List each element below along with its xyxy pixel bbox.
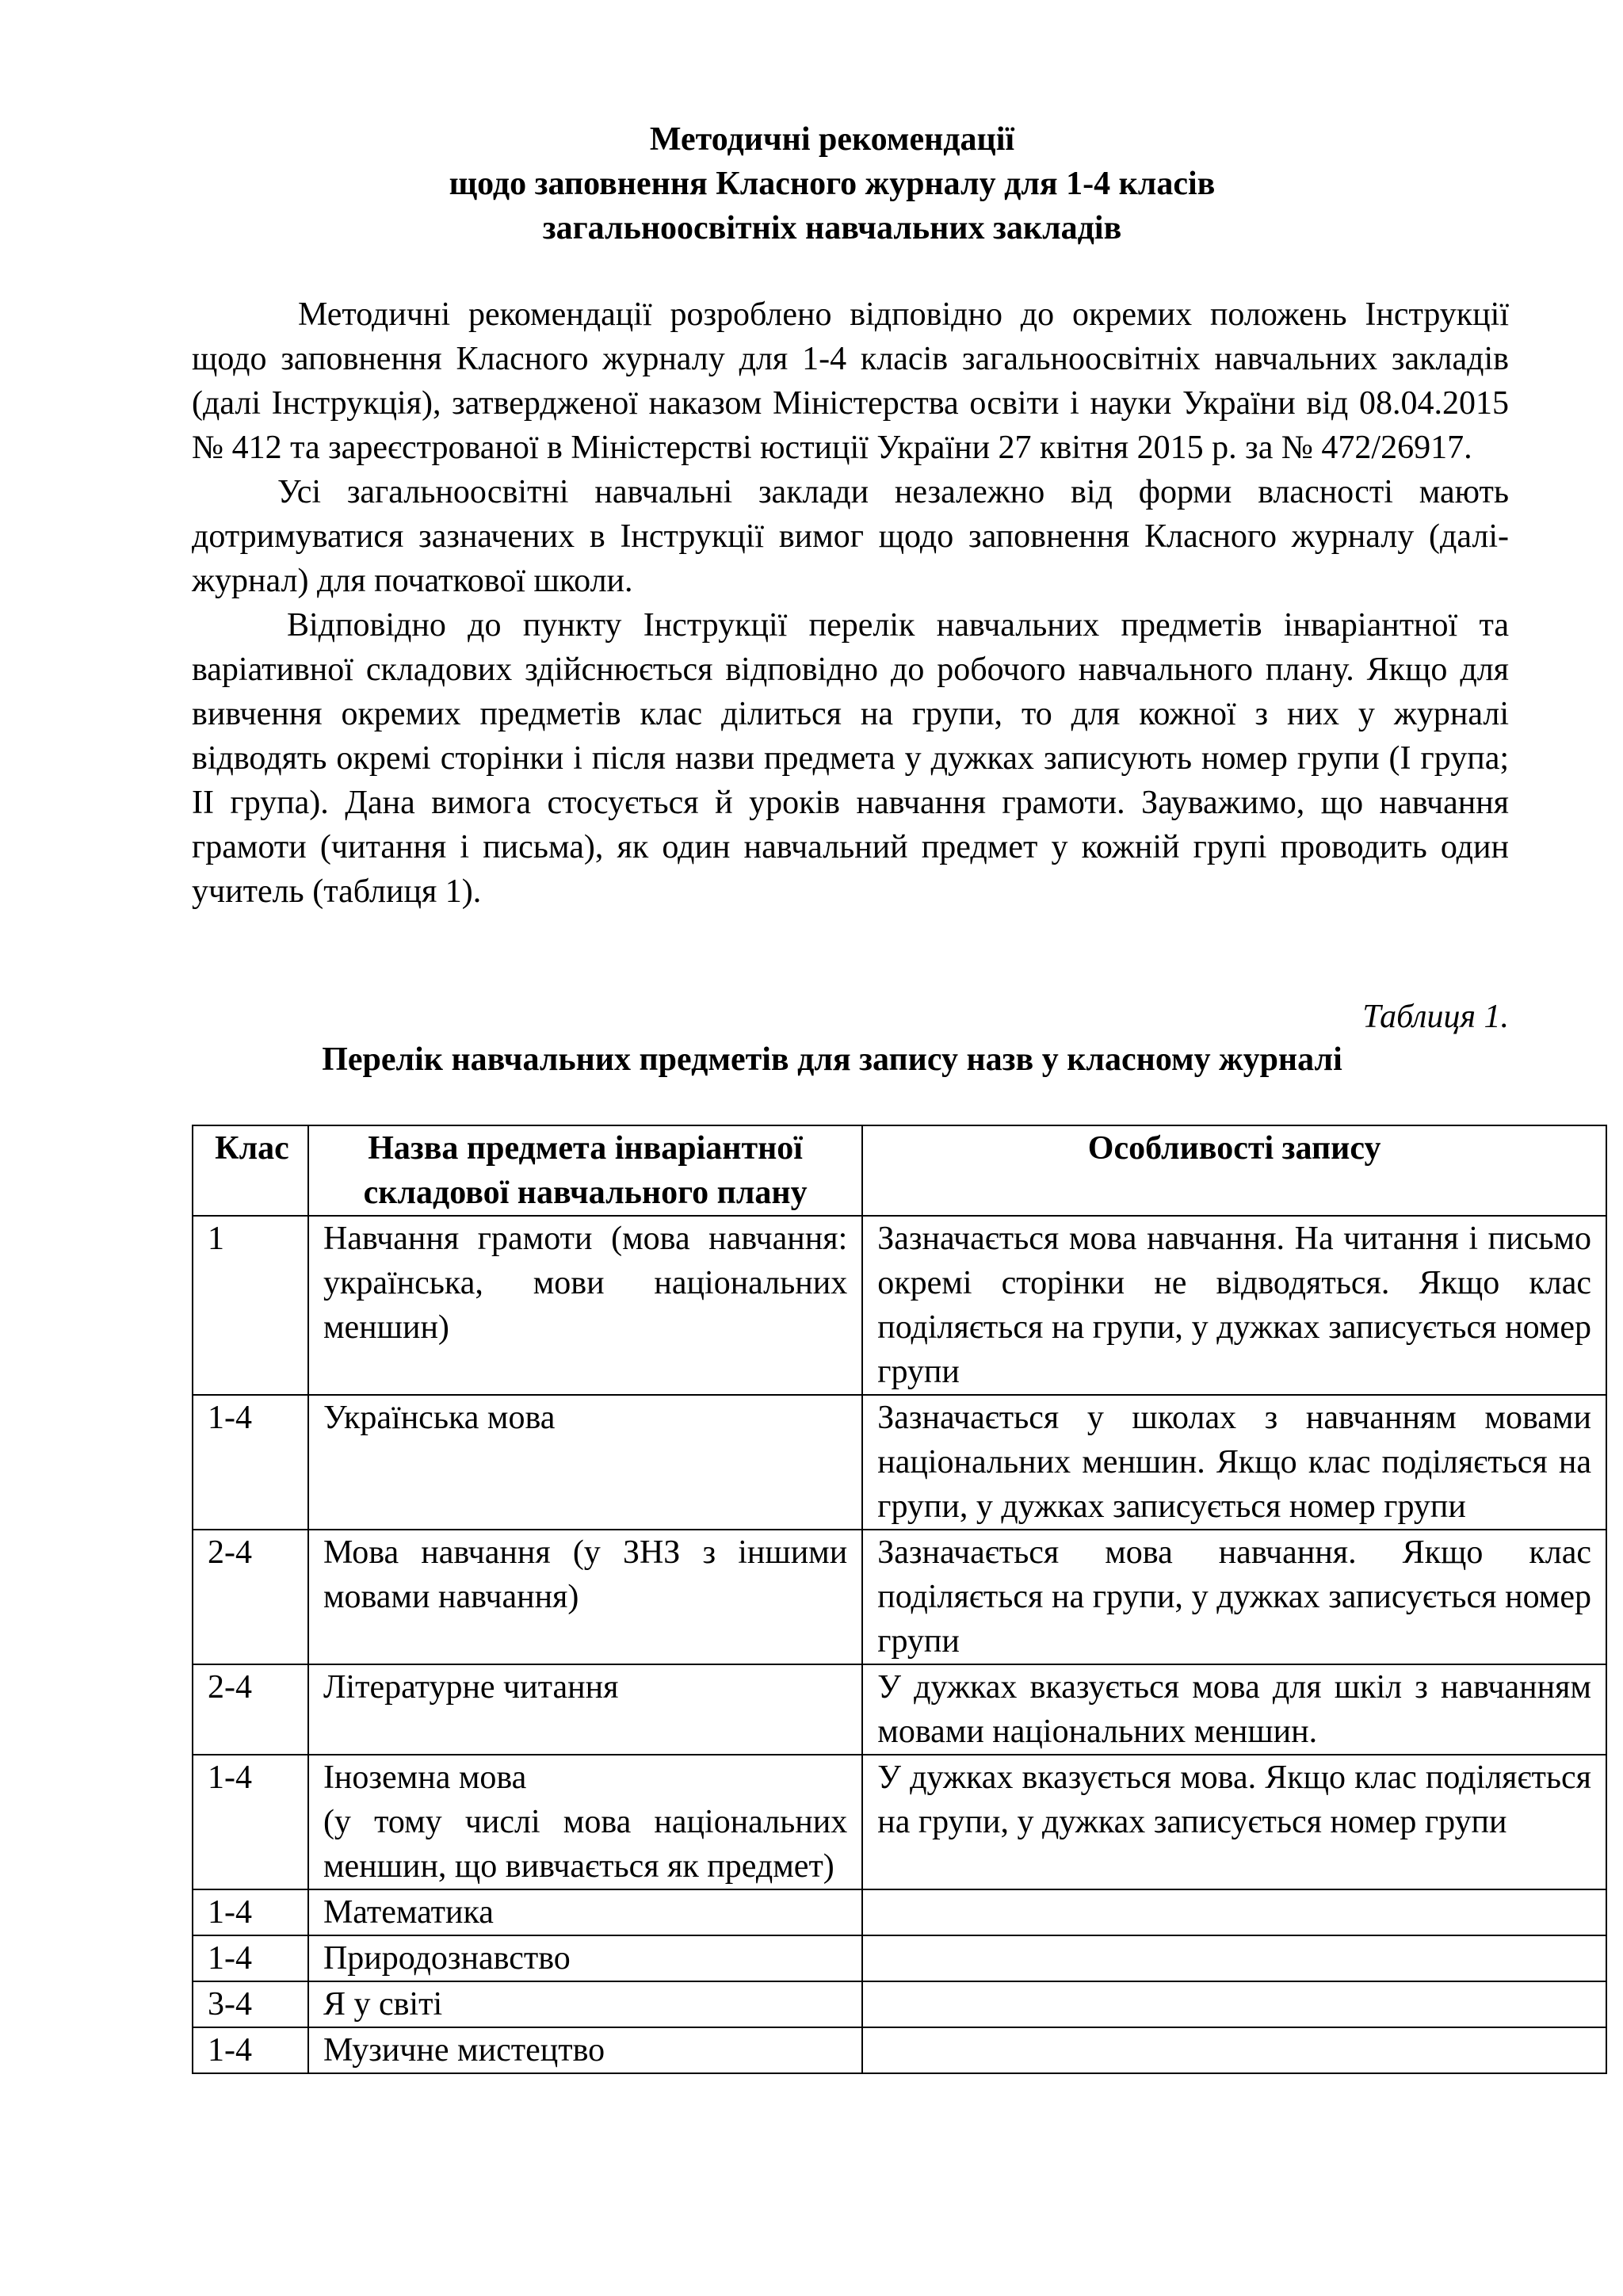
paragraph-2: Усі загальноосвітні навчальні заклади незалежно від форми власності мають дотримуватися зазначених в Інструкції вимог щодо заповнення Класного журналу (далі-журнал) для початкової школи.	[192, 474, 1509, 599]
cell-class: 1-4	[193, 1889, 308, 1935]
cell-subject: Музичне мистецтво	[308, 2027, 862, 2073]
cell-class: 1-4	[193, 2027, 308, 2073]
title-line-1: Методичні рекомендації	[649, 121, 1015, 158]
paragraph-3: Відповідно до пункту Інструкції перелік навчальних предметів інваріантної та варіативної складових здійснюється відповідно до робочого навчального плану. Якщо для вивчення окремих предметів клас ділиться на групи, то для кожної з них у журналі відводять окремі сторінки і після назви предмета у дужках записують номер групи (І група; ІІ група). Дана вимога стосується й уроків навчання грамоти. Зауважимо, що навчання грамоти (читання і письма), як один навчальний предмет у кожній групі проводить один учитель (таблиця 1).	[192, 607, 1509, 910]
cell-notes: Зазначається у школах з навчанням мовами національних меншин. Якщо клас поділяється на групи, у дужках записується номер групи	[862, 1395, 1606, 1530]
title-line-2: щодо заповнення Класного журналу для 1-4 класів	[449, 166, 1216, 202]
table-row	[193, 1216, 1606, 1395]
cell-subject: Іноземна мова (у тому числі мова національних меншин, що вивчається як предмет)	[308, 1755, 862, 1889]
cell-notes: Зазначається мова навчання. Якщо клас поділяється на групи, у дужках записується номер групи	[862, 1530, 1606, 1664]
table-row	[193, 1664, 1606, 1755]
header-class: Клас	[193, 1125, 308, 1216]
cell-notes	[862, 1935, 1606, 1981]
cell-subject: Я у світі	[308, 1981, 862, 2027]
cell-subject: Українська мова	[308, 1395, 862, 1530]
cell-class: 3-4	[193, 1981, 308, 2027]
table-row	[193, 1530, 1606, 1664]
cell-subject: Математика	[308, 1889, 862, 1935]
cell-notes: У дужках вказується мова для шкіл з навчанням мовами національних меншин.	[862, 1664, 1606, 1755]
document-body	[192, 292, 1509, 914]
cell-subject: Навчання грамоти (мова навчання: українська, мови національних меншин)	[308, 1216, 862, 1395]
subjects-table	[192, 1125, 1607, 2074]
cell-class: 2-4	[193, 1664, 308, 1755]
table-caption: Таблиця 1.	[1362, 999, 1509, 1035]
table-row	[193, 1981, 1606, 2027]
title-line-3: загальноосвітніх навчальних закладів	[542, 210, 1122, 246]
header-subject: Назва предмета інваріантної складової навчального плану	[308, 1125, 862, 1216]
header-notes: Особливості запису	[862, 1125, 1606, 1216]
cell-notes: У дужках вказується мова. Якщо клас поділяється на групи, у дужках записується номер групи	[862, 1755, 1606, 1889]
table-row	[193, 2027, 1606, 2073]
cell-notes	[862, 1889, 1606, 1935]
cell-class: 1-4	[193, 1935, 308, 1981]
cell-notes: Зазначається мова навчання. На читання і письмо окремі сторінки не відводяться. Якщо клас поділяється на групи, у дужках записується номер групи	[862, 1216, 1606, 1395]
cell-class: 1	[193, 1216, 308, 1395]
cell-subject: Мова навчання (у ЗНЗ з іншими мовами навчання)	[308, 1530, 862, 1664]
cell-notes	[862, 2027, 1606, 2073]
table-row	[193, 1935, 1606, 1981]
cell-subject: Природознавство	[308, 1935, 862, 1981]
table-row	[193, 1755, 1606, 1889]
cell-class: 1-4	[193, 1755, 308, 1889]
cell-subject: Літературне читання	[308, 1664, 862, 1755]
table-header-row	[193, 1125, 1606, 1216]
table-row	[193, 1889, 1606, 1935]
table-title: Перелік навчальних предметів для запису назв у класному журналі	[322, 1041, 1342, 1078]
cell-class: 1-4	[193, 1395, 308, 1530]
table-row	[193, 1395, 1606, 1530]
paragraph-1: Методичні рекомендації розроблено відповідно до окремих положень Інструкції щодо заповнення Класного журналу для 1-4 класів загальноосвітніх навчальних закладів (далі Інструкція), затвердженої наказом Міністерства освіти і науки України від 08.04.2015 № 412 та зареєстрованої в Міністерстві юстиції України 27 квітня 2015 р. за № 472/26917.	[192, 296, 1509, 466]
cell-class: 2-4	[193, 1530, 308, 1664]
document-title	[190, 117, 1474, 250]
cell-notes	[862, 1981, 1606, 2027]
